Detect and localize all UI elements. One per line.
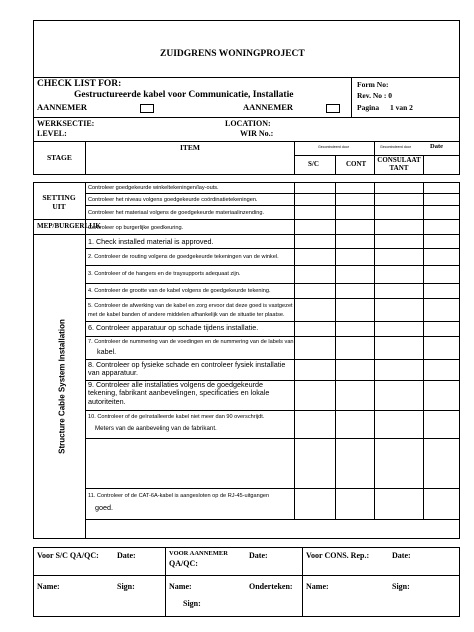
column-cont: CONT — [346, 160, 367, 168]
checklist-item: Controleer het materiaal volgens de goedgekeurde materiaalinzending. — [88, 210, 265, 216]
checklist-item-cont: goed. — [95, 503, 113, 512]
contractor-qa-label: QA/QC: — [169, 559, 198, 568]
checklist-item: 6. Controleer apparatuur op schade tijdens installatie. — [88, 323, 259, 332]
checklist-item: 10. Controleer of de geïnstalleerde kabel niet meer dan 90 overschrijdt. — [88, 414, 265, 420]
column-group-sc: Gecontroleerd door — [318, 145, 349, 149]
row-divider — [85, 488, 460, 489]
row-divider — [85, 283, 460, 284]
row-divider — [85, 265, 460, 266]
row-divider — [85, 248, 460, 249]
row-divider — [85, 205, 460, 206]
divider — [374, 182, 375, 519]
divider — [374, 141, 375, 175]
divider — [33, 77, 460, 78]
divider — [294, 182, 295, 519]
date-label: Date: — [249, 551, 268, 560]
divider — [33, 117, 460, 118]
checklist-item: Controleer goedgekeurde winkeltekeningen/lay-outs. — [88, 185, 219, 191]
contractor-checkbox[interactable] — [326, 104, 340, 113]
column-date: Date — [430, 143, 443, 150]
checklist-item: 1. Check installed material is approved. — [88, 237, 214, 246]
checklist-item: 8. Controleer op fysieke schade en controleer fysiek installatie van apparatuur. — [88, 360, 286, 378]
project-title: ZUIDGRENS WONINGPROJECT — [160, 49, 305, 59]
divider — [351, 77, 352, 117]
date-label: Date: — [117, 551, 136, 560]
level-label: LEVEL: — [37, 129, 67, 138]
page-value: 1 van 2 — [390, 103, 413, 112]
divider — [33, 141, 460, 142]
column-consultant: CONSULAAT TANT — [377, 156, 421, 173]
stage-installation: Structure Cable System Installation — [57, 319, 67, 454]
location-label: LOCATION: — [225, 119, 271, 128]
cons-rep-label: Voor CONS. Rep.: — [306, 551, 370, 560]
checklist-item: 4. Controleer de grootte van de kabel volgens de goedgekeurde tekening. — [88, 288, 271, 294]
rev-label: Rev. No : 0 — [357, 91, 392, 100]
checklist-item: 5. Controleer de afwerking van de kabel en zorg ervoor dat deze goed is vastgezet met de kabel banden of andere middelen afhankelijk van de situatie ter plaatse. — [88, 303, 293, 318]
name-label: Name: — [306, 582, 329, 591]
checklist-item: Controleer op burgerlijke goedkeuring. — [88, 225, 184, 231]
sign-label: Sign: — [183, 599, 201, 608]
column-sc: S/C — [308, 160, 319, 168]
column-item: ITEM — [180, 143, 201, 152]
checklist-item: 9. Controleer alle installaties volgens de goedgekeurde tekening, fabrikant aanbevelingen, specificaties en lokale autoriteiten. — [88, 380, 270, 406]
divider — [165, 547, 166, 617]
row-divider — [85, 336, 460, 337]
row-divider — [33, 234, 460, 235]
page-label: Pagina — [357, 103, 380, 112]
sign-label: Sign: — [392, 582, 410, 591]
divider — [33, 575, 460, 576]
divider — [335, 155, 336, 175]
sc-qa-label: Voor S/C QA/QC: — [37, 551, 99, 560]
checklist-item: 7. Controleer de nummering van de voedingen en de nummering van de labels van — [88, 339, 294, 345]
row-divider — [85, 519, 460, 520]
signature-label: Onderteken: — [249, 582, 293, 591]
row-divider — [85, 410, 460, 411]
date-label: Date: — [392, 551, 411, 560]
divider — [423, 182, 424, 519]
divider — [423, 155, 424, 175]
sign-label: Sign: — [117, 582, 135, 591]
divider — [85, 141, 86, 175]
divider — [302, 547, 303, 617]
contractor-qa-label: VOOR AANNEMER — [169, 550, 228, 557]
form-no-label: Form No: — [357, 80, 389, 89]
checklist-item: Controleer het niveau volgens goedgekeurde coördinatietekeningen. — [88, 197, 258, 203]
stage-setting-out: SETTING UIT — [42, 193, 76, 211]
name-label: Name: — [169, 582, 192, 591]
divider — [294, 141, 295, 175]
row-divider — [85, 298, 460, 299]
column-stage: STAGE — [47, 153, 72, 162]
checklist-item-cont: Meters van de aanbeveling van de fabrikant. — [95, 425, 217, 432]
row-divider — [85, 193, 460, 194]
column-group-cons: Gecontroleerd door — [380, 145, 411, 149]
wir-label: WIR No.: — [240, 129, 274, 138]
divider — [335, 182, 336, 519]
section-label: WERKSECTIE: — [37, 119, 95, 128]
row-divider — [85, 321, 460, 322]
checklist-item-cont: kabel. — [97, 347, 117, 356]
checklist-item: 2. Controleer de routing volgens de goedgekeurde tekeningen van de winkel. — [88, 254, 279, 260]
stage-mep: MEP/BURGERLIJK — [37, 222, 101, 230]
contractor-checkbox[interactable] — [140, 104, 154, 113]
row-divider — [85, 438, 460, 439]
checklist-item: 11. Controleer of de CAT-6A-kabel is aangesloten op de RJ-45-uitgangen — [88, 493, 270, 499]
contractor-label: AANNEMER — [243, 102, 294, 112]
name-label: Name: — [37, 582, 60, 591]
divider — [85, 182, 86, 539]
checklist-item: 3. Controleer of de hangers en de traysupports adequaat zijn. — [88, 271, 241, 277]
contractor-label: AANNEMER — [37, 102, 88, 112]
row-divider — [33, 219, 460, 220]
checklist-label: CHECK LIST FOR: — [37, 79, 122, 89]
checklist-subject: Gestructureerde kabel voor Communicatie, Installatie — [74, 90, 294, 100]
